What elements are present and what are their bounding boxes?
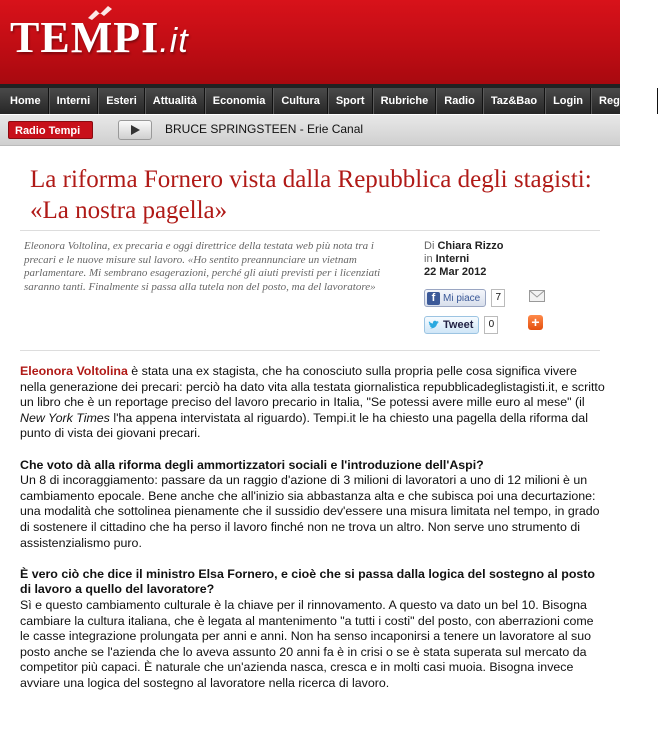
play-button[interactable] xyxy=(118,120,152,140)
main-nav xyxy=(0,88,650,114)
email-icon[interactable] xyxy=(529,290,545,302)
intro-text-a: è stata una ex stagista, che ha conosciuto sulla propria pelle cosa significa vivere nella generazione dei precari: perciò ha dato vita alla testata giornalistica repubblicadeglistagisti.it, e scritto un libro che è un reportage preciso del lavoro precario in Italia, "Se potessi avere mille euro al mese" (il xyxy=(20,364,605,410)
tweet-count: 0 xyxy=(484,316,498,334)
nav-item-registrati[interactable]: Registrati xyxy=(591,88,658,114)
nav-item-radio[interactable]: Radio xyxy=(436,88,483,114)
nav-item-tazbao[interactable]: Taz&Bao xyxy=(483,88,545,114)
logo-text: TEMPI xyxy=(10,13,160,62)
nav-item-interni[interactable]: Interni xyxy=(49,88,99,114)
nav-item-home[interactable]: Home xyxy=(0,88,49,114)
facebook-like-label: Mi piace xyxy=(443,292,481,304)
by-label: Di xyxy=(424,240,435,252)
summary-divider xyxy=(20,350,600,351)
qa-block-2 xyxy=(20,567,606,692)
question-1: Che voto dà alla riforma degli ammortizzatori sociali e l'introduzione dell'Aspi? xyxy=(20,457,484,472)
in-label: in xyxy=(424,253,433,265)
radio-player-bar xyxy=(0,115,620,146)
article-date: 22 Mar 2012 xyxy=(424,266,487,278)
nyt-reference: New York Times xyxy=(20,410,110,425)
author-link[interactable]: Chiara Rizzo xyxy=(437,240,504,252)
play-icon xyxy=(131,125,140,135)
nav-item-economia[interactable]: Economia xyxy=(205,88,274,114)
track-separator: - xyxy=(296,122,308,136)
facebook-like-button[interactable] xyxy=(424,289,486,307)
answer-2: Sì e questo cambiamento culturale è la chiave per il rinnovamento. A questo va dato un bel 10. Bisogna cambiare la cultura italiana, che è legata al mantenimento "a tutti i costi" del posto, con aberrazioni come le casse integrazione prolungata per anni e anni. Non ha senso incaponirsi a tenere un lavoratore al suo posto anche se l'azienda che lo aveva assunto 20 anni fa è in crisi o se è stata superata sul mercato da competitor più capaci. È naturale che un'azienda nasca, cresca e in molti casi muoia. Bisogna invece avviare una logica del sostegno al lavoratore nella ricerca di lavoro. xyxy=(20,597,594,690)
track-artist: BRUCE SPRINGSTEEN xyxy=(165,122,297,136)
nav-item-cultura[interactable]: Cultura xyxy=(273,88,328,114)
intro-paragraph xyxy=(20,364,606,442)
nav-item-login[interactable]: Login xyxy=(545,88,591,114)
nav-item-attualita[interactable]: Attualità xyxy=(145,88,205,114)
nav-item-rubriche[interactable]: Rubriche xyxy=(373,88,437,114)
answer-1: Un 8 di incoraggiamento: passare da un raggio d'azione di 3 milioni di lavoratori a uno di 12 milioni è un cambiamento epocale. Bene anche che all'inizio sia abbastanza alta e che subisca poi una decurtazione: una modalità che sottolinea pienamente che il sussidio dev'essere una misura limitata nel tempo, in grado di sostenere il cittadino che ha perso il lavoro finché non ne trova un altro. Non serve uno strumento di assistenzialismo puro. xyxy=(20,473,600,550)
article-body xyxy=(20,364,606,707)
radio-label[interactable]: Radio Tempi xyxy=(8,121,93,139)
title-divider xyxy=(20,230,600,231)
tweet-label: Tweet xyxy=(443,319,474,331)
interviewee-name[interactable]: Eleonora Voltolina xyxy=(20,364,128,378)
share-plus-icon[interactable]: + xyxy=(528,315,543,330)
nav-item-sport[interactable]: Sport xyxy=(328,88,373,114)
article-title: La riforma Fornero vista dalla Repubblica degli stagisti: «La nostra pagella» xyxy=(30,166,592,224)
question-2: È vero ciò che dice il ministro Elsa Fornero, e cioè che si passa dalla logica del sostegno al posto di lavoro a quello del lavoratore? xyxy=(20,566,595,597)
now-playing xyxy=(165,122,363,136)
article-summary: Eleonora Voltolina, ex precaria e oggi direttrice della testata web più nota tra i precari e le nuove misure sul lavoro. «Ho sentito preannunciare un vietnam parlamentare. Mi sembrano esagerazioni, perché gli aiuti previsti per i licenziati saranno tanti. Finalmente si passa alla tutela non del posto, ma del lavoratore» xyxy=(24,240,381,294)
facebook-icon: f xyxy=(427,292,440,305)
tweet-button[interactable] xyxy=(424,316,479,334)
facebook-like-widget xyxy=(424,289,505,307)
tweet-widget xyxy=(424,316,498,334)
twitter-bird-icon xyxy=(428,320,440,330)
site-logo[interactable] xyxy=(10,13,189,62)
facebook-like-count: 7 xyxy=(491,289,505,307)
section-link[interactable]: Interni xyxy=(435,253,470,265)
site-header xyxy=(0,0,620,84)
article-meta xyxy=(424,240,503,279)
intro-text-b: l'ha appena intervistata al riguardo). Tempi.it le ha chiesto una pagella della riforma dal punto di vista dei giovani precari. xyxy=(20,410,588,441)
nav-item-esteri[interactable]: Esteri xyxy=(98,88,145,114)
track-song: Erie Canal xyxy=(307,122,364,136)
logo-suffix: .it xyxy=(159,22,189,60)
qa-block-1 xyxy=(20,458,606,552)
